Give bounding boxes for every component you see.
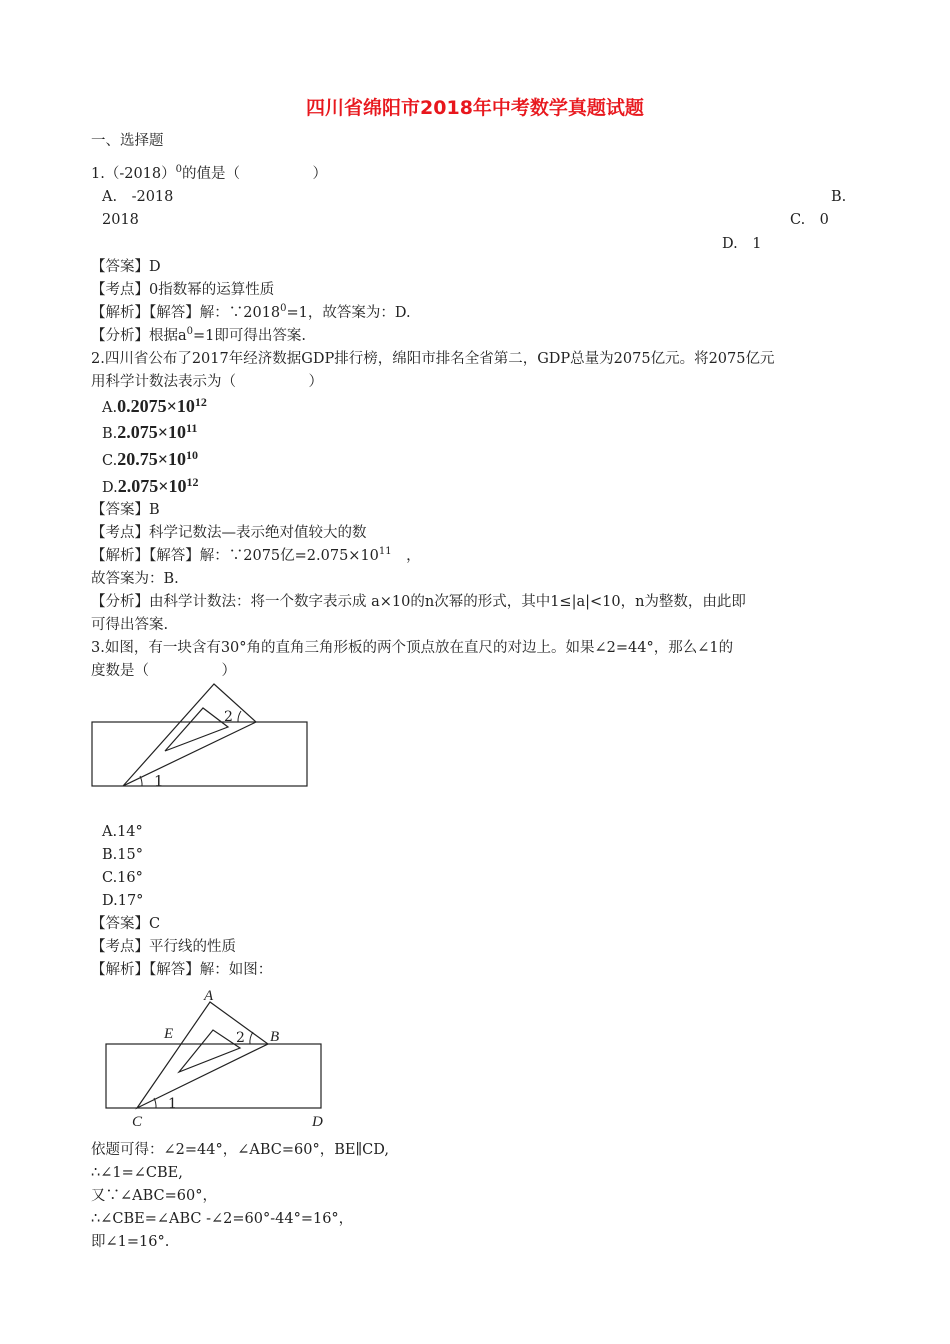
q2-option-c <box>102 449 198 471</box>
q1-comment <box>91 326 306 346</box>
triangle-inner <box>165 708 228 751</box>
q2-option-d-label: D. <box>102 480 118 496</box>
fig2-label-e: E <box>164 1026 174 1042</box>
q1-analysis <box>91 303 411 323</box>
q2-analysis-tail: ， <box>391 548 421 564</box>
q1-stem-base: 1.（-2018） <box>91 166 176 182</box>
q3-answer: 【答案】C <box>91 916 161 932</box>
q2-stem-line1: 2.四川省公布了2017年经济数据GDP排行榜，绵阳市排名全省第二，GDP总量为2075亿元。将2075亿元 <box>91 351 775 367</box>
q2-knowledge-point: 【考点】科学记数法—表示绝对值较大的数 <box>91 525 367 541</box>
q2-option-c-exponent: 10 <box>185 448 198 463</box>
q3-option-d: D.17° <box>102 893 144 909</box>
q2-option-a-label: A. <box>102 400 118 416</box>
angle-2-arc <box>250 1032 253 1044</box>
q3-option-b: B.15° <box>102 847 143 863</box>
q2-option-a-exponent: 12 <box>194 395 207 410</box>
q3-solution-step1: 依题可得：∠2=44°，∠ABC=60°，BE∥CD, <box>91 1142 389 1158</box>
q2-option-d-base: 2.075×10 <box>117 476 187 496</box>
q1-comment-tail: =1即可得出答案. <box>193 328 307 344</box>
q2-option-d-exponent: 12 <box>186 475 199 490</box>
fig2-label-b: B <box>270 1029 280 1045</box>
q2-answer: 【答案】B <box>91 502 160 518</box>
q1-analysis-base: 【解析】【解答】解：∵2018 <box>91 305 281 321</box>
q2-analysis-exponent: 11 <box>378 546 392 558</box>
q1-stem <box>91 164 327 184</box>
q1-option-b-value: 2018 <box>102 212 139 228</box>
q1-option-c: C. 0 <box>790 212 829 228</box>
q1-comment-exponent: 0 <box>186 326 194 338</box>
q2-option-c-base: 20.75×10 <box>117 449 186 469</box>
q1-comment-base: 【分析】根据a <box>91 328 187 344</box>
ruler <box>92 722 307 786</box>
q2-option-a <box>102 396 207 418</box>
q2-option-d <box>102 476 198 498</box>
q2-comment-line1: 【分析】由科学计数法：将一个数字表示成 a×10的n次幂的形式，其中1≤|a|<10，n为整数，由此即 <box>91 594 746 610</box>
q3-solution-figure <box>100 986 340 1132</box>
q3-solution-step2: ∴∠1=∠CBE, <box>91 1165 183 1181</box>
q3-option-a: A.14° <box>102 824 143 840</box>
q2-option-b-label: B. <box>102 426 118 442</box>
q1-option-b: B. <box>831 189 847 205</box>
q2-option-b-exponent: 11 <box>186 421 198 436</box>
q3-stem-line2: 度数是（ ） <box>91 663 236 679</box>
page-title: 四川省绵阳市2018年中考数学真题试题 <box>306 97 644 119</box>
q2-analysis <box>91 546 421 566</box>
q1-analysis-tail: =1，故答案为：D. <box>286 305 411 321</box>
q2-option-b <box>102 422 197 444</box>
fig2-label-c: C <box>132 1114 143 1130</box>
q2-option-a-base: 0.2075×10 <box>117 396 195 416</box>
q1-stem-tail: 的值是（ ） <box>182 166 328 182</box>
q3-knowledge-point: 【考点】平行线的性质 <box>91 939 236 955</box>
q1-knowledge-point: 【考点】0指数幂的运算性质 <box>91 282 275 298</box>
angle-2-arc <box>238 711 241 722</box>
q1-option-d: D. 1 <box>722 236 762 252</box>
q1-analysis-exponent: 0 <box>280 303 287 315</box>
ruler <box>106 1044 321 1108</box>
fig2-label-d: D <box>312 1114 323 1130</box>
triangle-inner <box>179 1030 240 1072</box>
fig2-angle-2-label: 2 <box>236 1030 245 1046</box>
q3-option-c: C.16° <box>102 870 143 886</box>
q2-comment-line2: 可得出答案. <box>91 617 169 633</box>
q2-option-b-base: 2.075×10 <box>117 422 187 442</box>
q3-stem-line1: 3.如图，有一块含有30°角的直角三角形板的两个顶点放在直尺的对边上。如果∠2=44°，那么∠1的 <box>91 640 734 656</box>
q2-stem-line2: 用科学计数法表示为（ ） <box>91 374 323 390</box>
fig2-label-a: A <box>204 988 214 1004</box>
triangle-outer <box>137 1002 268 1108</box>
q3-analysis: 【解析】【解答】解：如图： <box>91 962 273 978</box>
q3-solution-step5: 即∠1=16°. <box>91 1234 170 1250</box>
q2-option-c-label: C. <box>102 453 118 469</box>
q3-figure-ruler-triangle <box>88 680 318 792</box>
fig1-angle-2-label: 2 <box>224 709 233 725</box>
fig1-angle-1-label: 1 <box>154 772 164 790</box>
section-heading: 一、选择题 <box>91 133 164 149</box>
q3-solution-step3: 又∵∠ABC=60°， <box>91 1188 217 1204</box>
q1-answer: 【答案】D <box>91 259 161 275</box>
q3-solution-step4: ∴∠CBE=∠ABC -∠2=60°-44°=16°， <box>91 1211 354 1227</box>
q2-analysis-conclusion: 故答案为：B. <box>91 571 179 587</box>
triangle-outer <box>123 684 256 786</box>
q2-analysis-base: 【解析】【解答】解：∵2075亿=2.075×10 <box>91 548 379 564</box>
q1-option-a: A. -2018 <box>102 189 174 205</box>
q1-stem-exponent: 0 <box>175 164 183 176</box>
fig2-angle-1-label: 1 <box>168 1096 177 1112</box>
